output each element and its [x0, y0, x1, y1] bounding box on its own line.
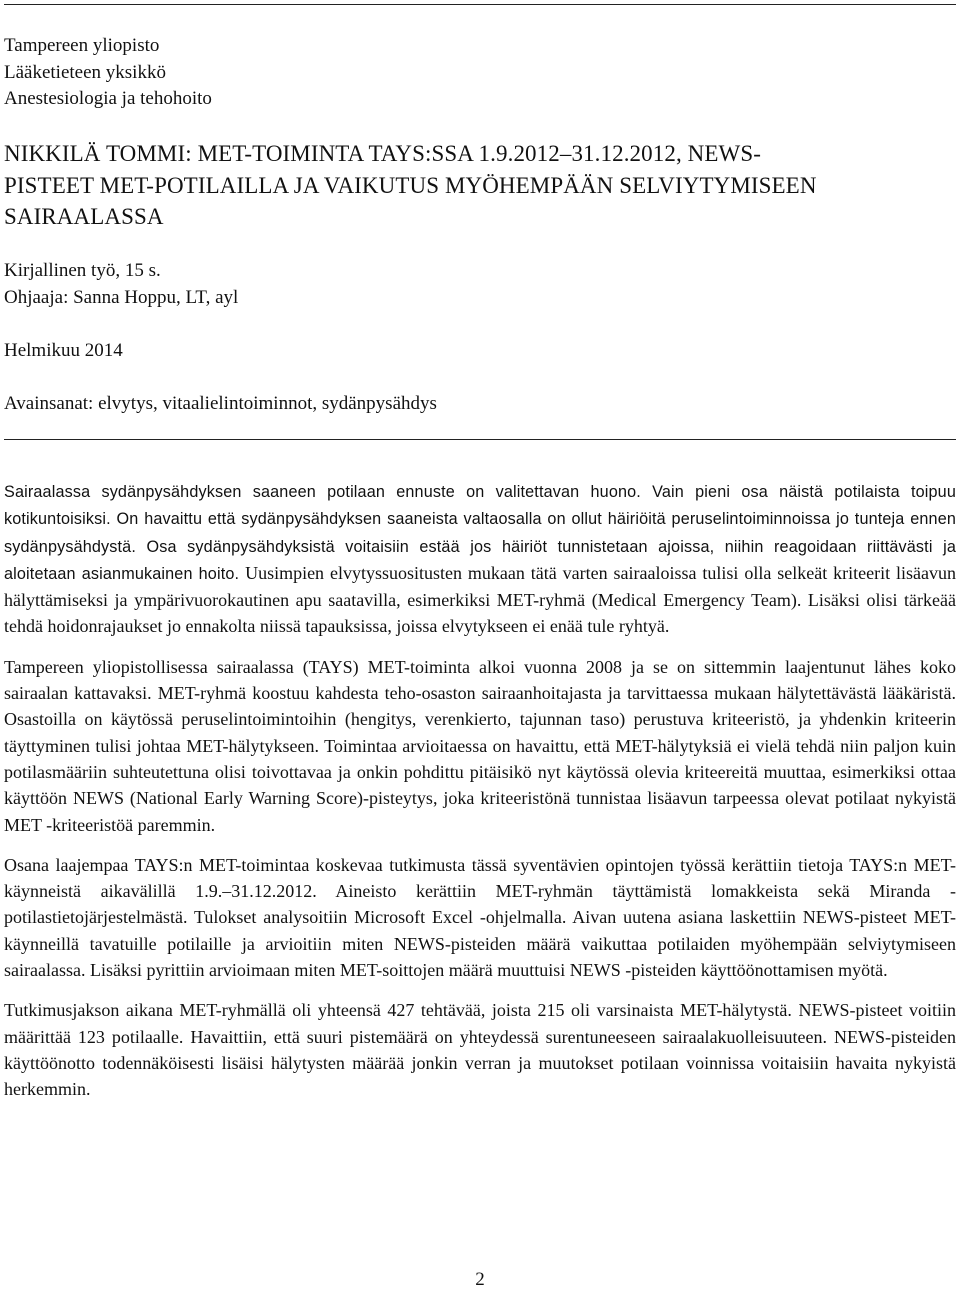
faculty-name: Lääketieteen yksikkö	[4, 61, 166, 83]
thesis-title	[4, 138, 954, 233]
abstract-paragraph-sans-part: Sairaalassa sydänpysähdyksen saaneen potilaan ennuste on valitettavan huono. Vain pieni osa näistä potilaista toipuu kotikuntoisiksi. On havaittu että sydänpysähdyksen saaneista valtaosalla on ollut häiriöitä peruselintoiminnoissa jo tunteja ennen sydänpysähdystä. Osa sydänpysähdyksistä voitaisiin estää jos häiriöt tunnistetaan ajoissa, niihin reagoidaan riittävästi ja aloitetaan asianmukainen hoito.	[4, 483, 956, 583]
title-line: PISTEET MET-POTILAILLA JA VAIKUTUS MYÖHEMPÄÄN SELVIYTYMISEEN	[4, 172, 817, 198]
title-line: NIKKILÄ TOMMI: MET-TOIMINTA TAYS:SSA 1.9.2012–31.12.2012, NEWS-	[4, 141, 761, 166]
institution-header	[4, 33, 212, 113]
publication-date: Helmikuu 2014	[4, 340, 123, 361]
top-rule	[4, 4, 956, 5]
title-line: SAIRAALASSA	[4, 204, 164, 229]
abstract-paragraph: Osana laajempaa TAYS:n MET-toimintaa koskevaa tutkimusta tässä syventävien opintojen työssä kerättiin tietoja TAYS:n MET-käynneistä aikavälillä 1.9.–31.12.2012. Aineisto kerättiin MET-ryhmän täyttämistä lomakkeista sekä Miranda -potilastietojärjestelmästä. Tulokset analysoitiin Microsoft Excel -ohjelmalla. Aivan uutena asiana laskettiin NEWS-pisteet MET-käynneillä tavatuille potilaille ja arvioitiin miten NEWS-pisteiden määrä vaikuttaa potilaiden myöhempään selviytymiseen sairaalassa. Lisäksi pyrittiin arvioimaan miten MET-soittojen määrä muuttuisi NEWS -pisteiden käyttöönottamisen myötä.	[4, 854, 956, 981]
supervisor: Ohjaaja: Sanna Hoppu, LT, ayl	[4, 286, 239, 308]
keywords: Avainsanat: elvytys, vitaalielintoiminnot, sydänpysähdys	[4, 393, 437, 414]
section-rule	[4, 439, 956, 440]
page-number: 2	[475, 1269, 485, 1290]
abstract-paragraph	[4, 478, 956, 640]
work-info	[4, 258, 238, 311]
abstract-body	[4, 478, 956, 1103]
abstract-paragraph-serif-part: Uusimpien elvytyssuositusten mukaan tätä varten sairaaloissa tulisi olla selkeät kriteerit lisäavun hälyttämiseksi ja ympärivuorokautinen apu saatavilla, esimerkiksi MET-ryhmä (Medical Emergency Team). Lisäksi olisi tärkeää tehdä hoidonrajaukset jo ennakolta niissä tapauksissa, joissa elvytykseen ei enää tule ryhtyä.	[4, 562, 956, 637]
abstract-paragraph: Tutkimusjakson aikana MET-ryhmällä oli yhteensä 427 tehtävää, joista 215 oli varsinaista MET-hälytystä. NEWS-pisteet voitiin määrittää 123 potilaalle. Havaittiin, että suuri pistemäärä on yhteydessä surentuneeseen sairaalakuolleisuuteen. NEWS-pisteiden käyttöönotto todennäköisesti lisäisi hälytysten määrää jonkin verran ja muutokset potilaan voinnissa voitaisiin havaita nykyistä herkemmin.	[4, 1000, 956, 1100]
university-name: Tampereen yliopisto	[4, 35, 160, 56]
work-type: Kirjallinen työ, 15 s.	[4, 260, 161, 281]
abstract-paragraph: Tampereen yliopistollisessa sairaalassa (TAYS) MET-toiminta alkoi vuonna 2008 ja se on sittemmin laajentunut lähes koko sairaalan kattavaksi. MET-ryhmä koostuu kahdesta teho-osaston sairaanhoitajasta ja tarvittaessa mukaan hälytettävästä lääkäristä. Osastoilla on käytössä peruselintoimintoihin (hengitys, verenkierto, tajunnan taso) perustuva kriteeristö, ja yhdenkin kriteerin täyttyminen tulisi johtaa MET-hälytykseen. Toimintaa arvioitaessa on havaittu, että MET-hälytyksiä ei vielä tehdä niin paljon kuin potilasmääriin suhteutettuna olisi toivottavaa ja onkin pohdittu pitäisikö nyt käytössä olevia kriteereitä muuttaa, esimerkiksi ottaa käyttöön NEWS (National Early Warning Score)-pisteytys, joka kriteeristönä tunnistaa lisäavun tarpeessa olevat potilaat nykyistä MET -kriteeristöä paremmin.	[4, 656, 956, 835]
department-name: Anestesiologia ja tehohoito	[4, 88, 212, 109]
